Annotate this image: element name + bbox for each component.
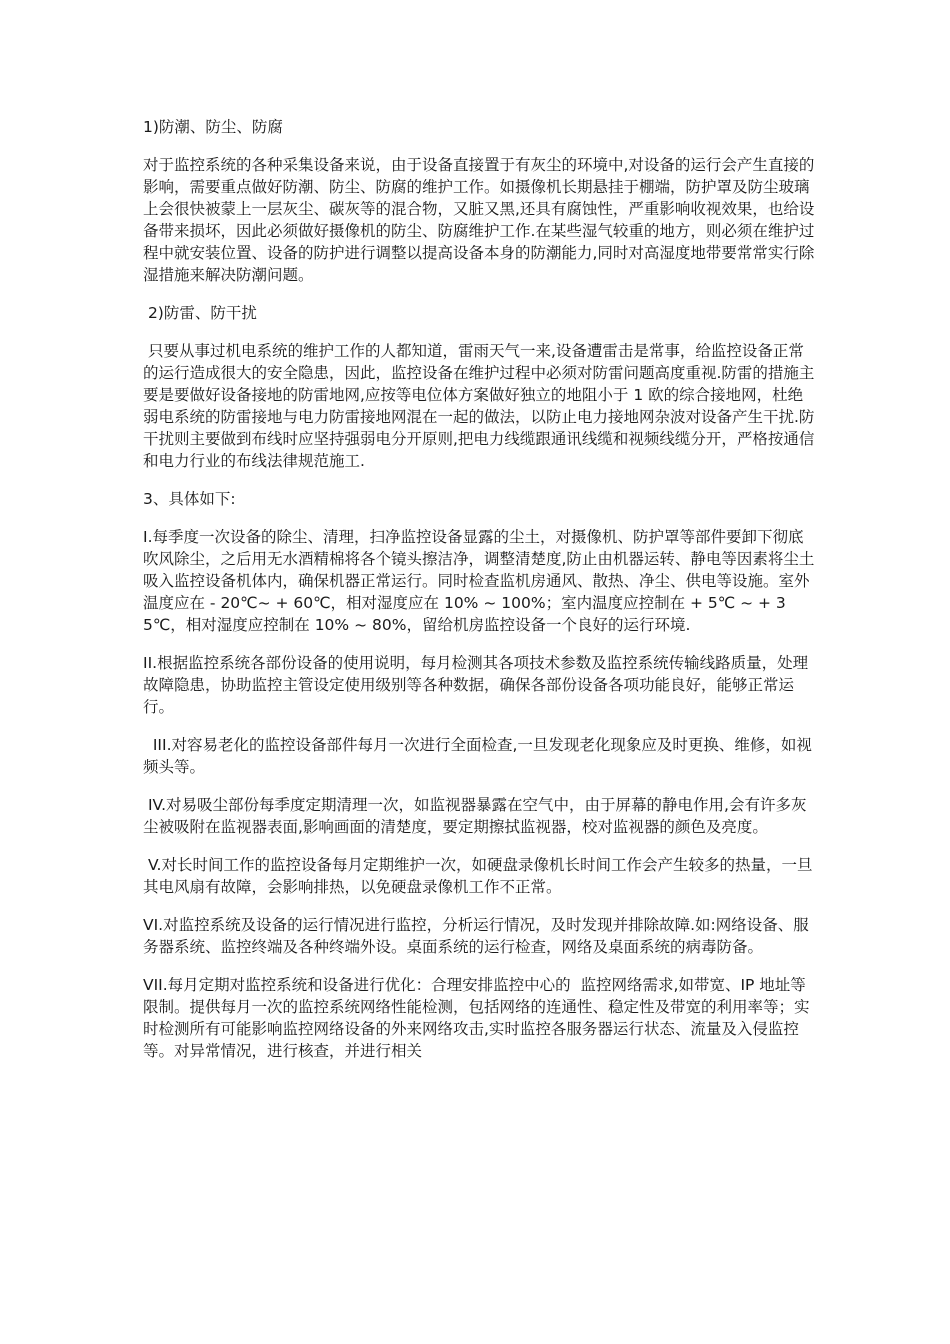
section-heading-moisture-dust-corrosion: 1)防潮、防尘、防腐 xyxy=(143,118,283,136)
section-heading-lightning-interference: 2)防雷、防干扰 xyxy=(143,304,257,322)
list-item-v: V.对长时间工作的监控设备每月定期维护一次，如硬盘录像机长时间工作会产生较多的热量，一旦其电风扇有故障，会影响排热，以免硬盘录像机工作不正常。 xyxy=(143,856,813,896)
list-item-vii: VII.每月定期对监控系统和设备进行优化：合理安排监控中心的 监控网络需求,如带宽、IP 地址等限制。提供每月一次的监控系统网络性能检测，包括网络的连通性、稳定性及带宽的利用率等；实时检测所有可能影响监控网络设备的外来网络攻击,实时监控各服务器运行状态、流量及入侵监控等。对异常情况，进行核查，并进行相关 xyxy=(143,976,810,1060)
section-heading-details: 3、具体如下: xyxy=(143,490,236,508)
paragraph-lightning-interference: 只要从事过机电系统的维护工作的人都知道，雷雨天气一来,设备遭雷击是常事，给监控设备正常的运行造成很大的安全隐患，因此，监控设备在维护过程中必须对防雷问题高度重视.防雷的措施主要是要做好设备接地的防雷地网,应按等电位体方案做好独立的地阻小于 1 欧的综合接地网，杜绝弱电系统的防雷接地与电力防雷接地网混在一起的做法，以防止电力接地网杂波对设备产生干扰.防干扰则主要做到布线时应坚持强弱电分开原则,把电力线缆跟通讯线缆和视频线缆分开，严格按通信和电力行业的布线法律规范施工. xyxy=(143,342,815,470)
list-item-iii: III.对容易老化的监控设备部件每月一次进行全面检查,一旦发现老化现象应及时更换、维修，如视频头等。 xyxy=(143,736,812,776)
list-item-vi: VI.对监控系统及设备的运行情况进行监控，分析运行情况，及时发现并排除故障.如:网络设备、服务器系统、监控终端及各种终端外设。桌面系统的运行检查，网络及桌面系统的病毒防备。 xyxy=(143,916,809,956)
paragraph-moisture-dust-corrosion: 对于监控系统的各种采集设备来说，由于设备直接置于有灰尘的环境中,对设备的运行会产生直接的影响，需要重点做好防潮、防尘、防腐的维护工作。如摄像机长期悬挂于棚端，防护罩及防尘玻璃上会很快被蒙上一层灰尘、碳灰等的混合物，又脏又黑,还具有腐蚀性，严重影响收视效果，也给设备带来损坏，因此必须做好摄像机的防尘、防腐维护工作.在某些湿气较重的地方，则必须在维护过程中就安装位置、设备的防护进行调整以提高设备本身的防潮能力,同时对高湿度地带要常常实行除湿措施来解决防潮问题。 xyxy=(143,156,815,284)
list-item-i: I.每季度一次设备的除尘、清理，扫净监控设备显露的尘土，对摄像机、防护罩等部件要卸下彻底吹风除尘，之后用无水酒精棉将各个镜头擦洁净，调整清楚度,防止由机器运转、静电等因素将尘土吸入监控设备机体内，确保机器正常运行。同时检查监机房通风、散热、净尘、供电等设施。室外温度应在 - 20℃~ + 60℃，相对湿度应在 10% ~ 100%；室内温度应控制在 + 5℃ ~ + 35℃，相对湿度应控制在 10% ~ 80%，留给机房监控设备一个良好的运行环境. xyxy=(143,528,815,634)
list-item-ii: II.根据监控系统各部份设备的使用说明，每月检测其各项技术参数及监控系统传输线路质量，处理故障隐患，协助监控主管设定使用级别等各种数据，确保各部份设备各项功能良好，能够正常运行。 xyxy=(143,654,809,716)
document-body xyxy=(143,116,815,1078)
list-item-iv: IV.对易吸尘部份每季度定期清理一次，如监视器暴露在空气中，由于屏幕的静电作用,会有许多灰尘被吸附在监视器表面,影响画面的清楚度，要定期擦拭监视器，校对监视器的颜色及亮度。 xyxy=(143,796,807,836)
